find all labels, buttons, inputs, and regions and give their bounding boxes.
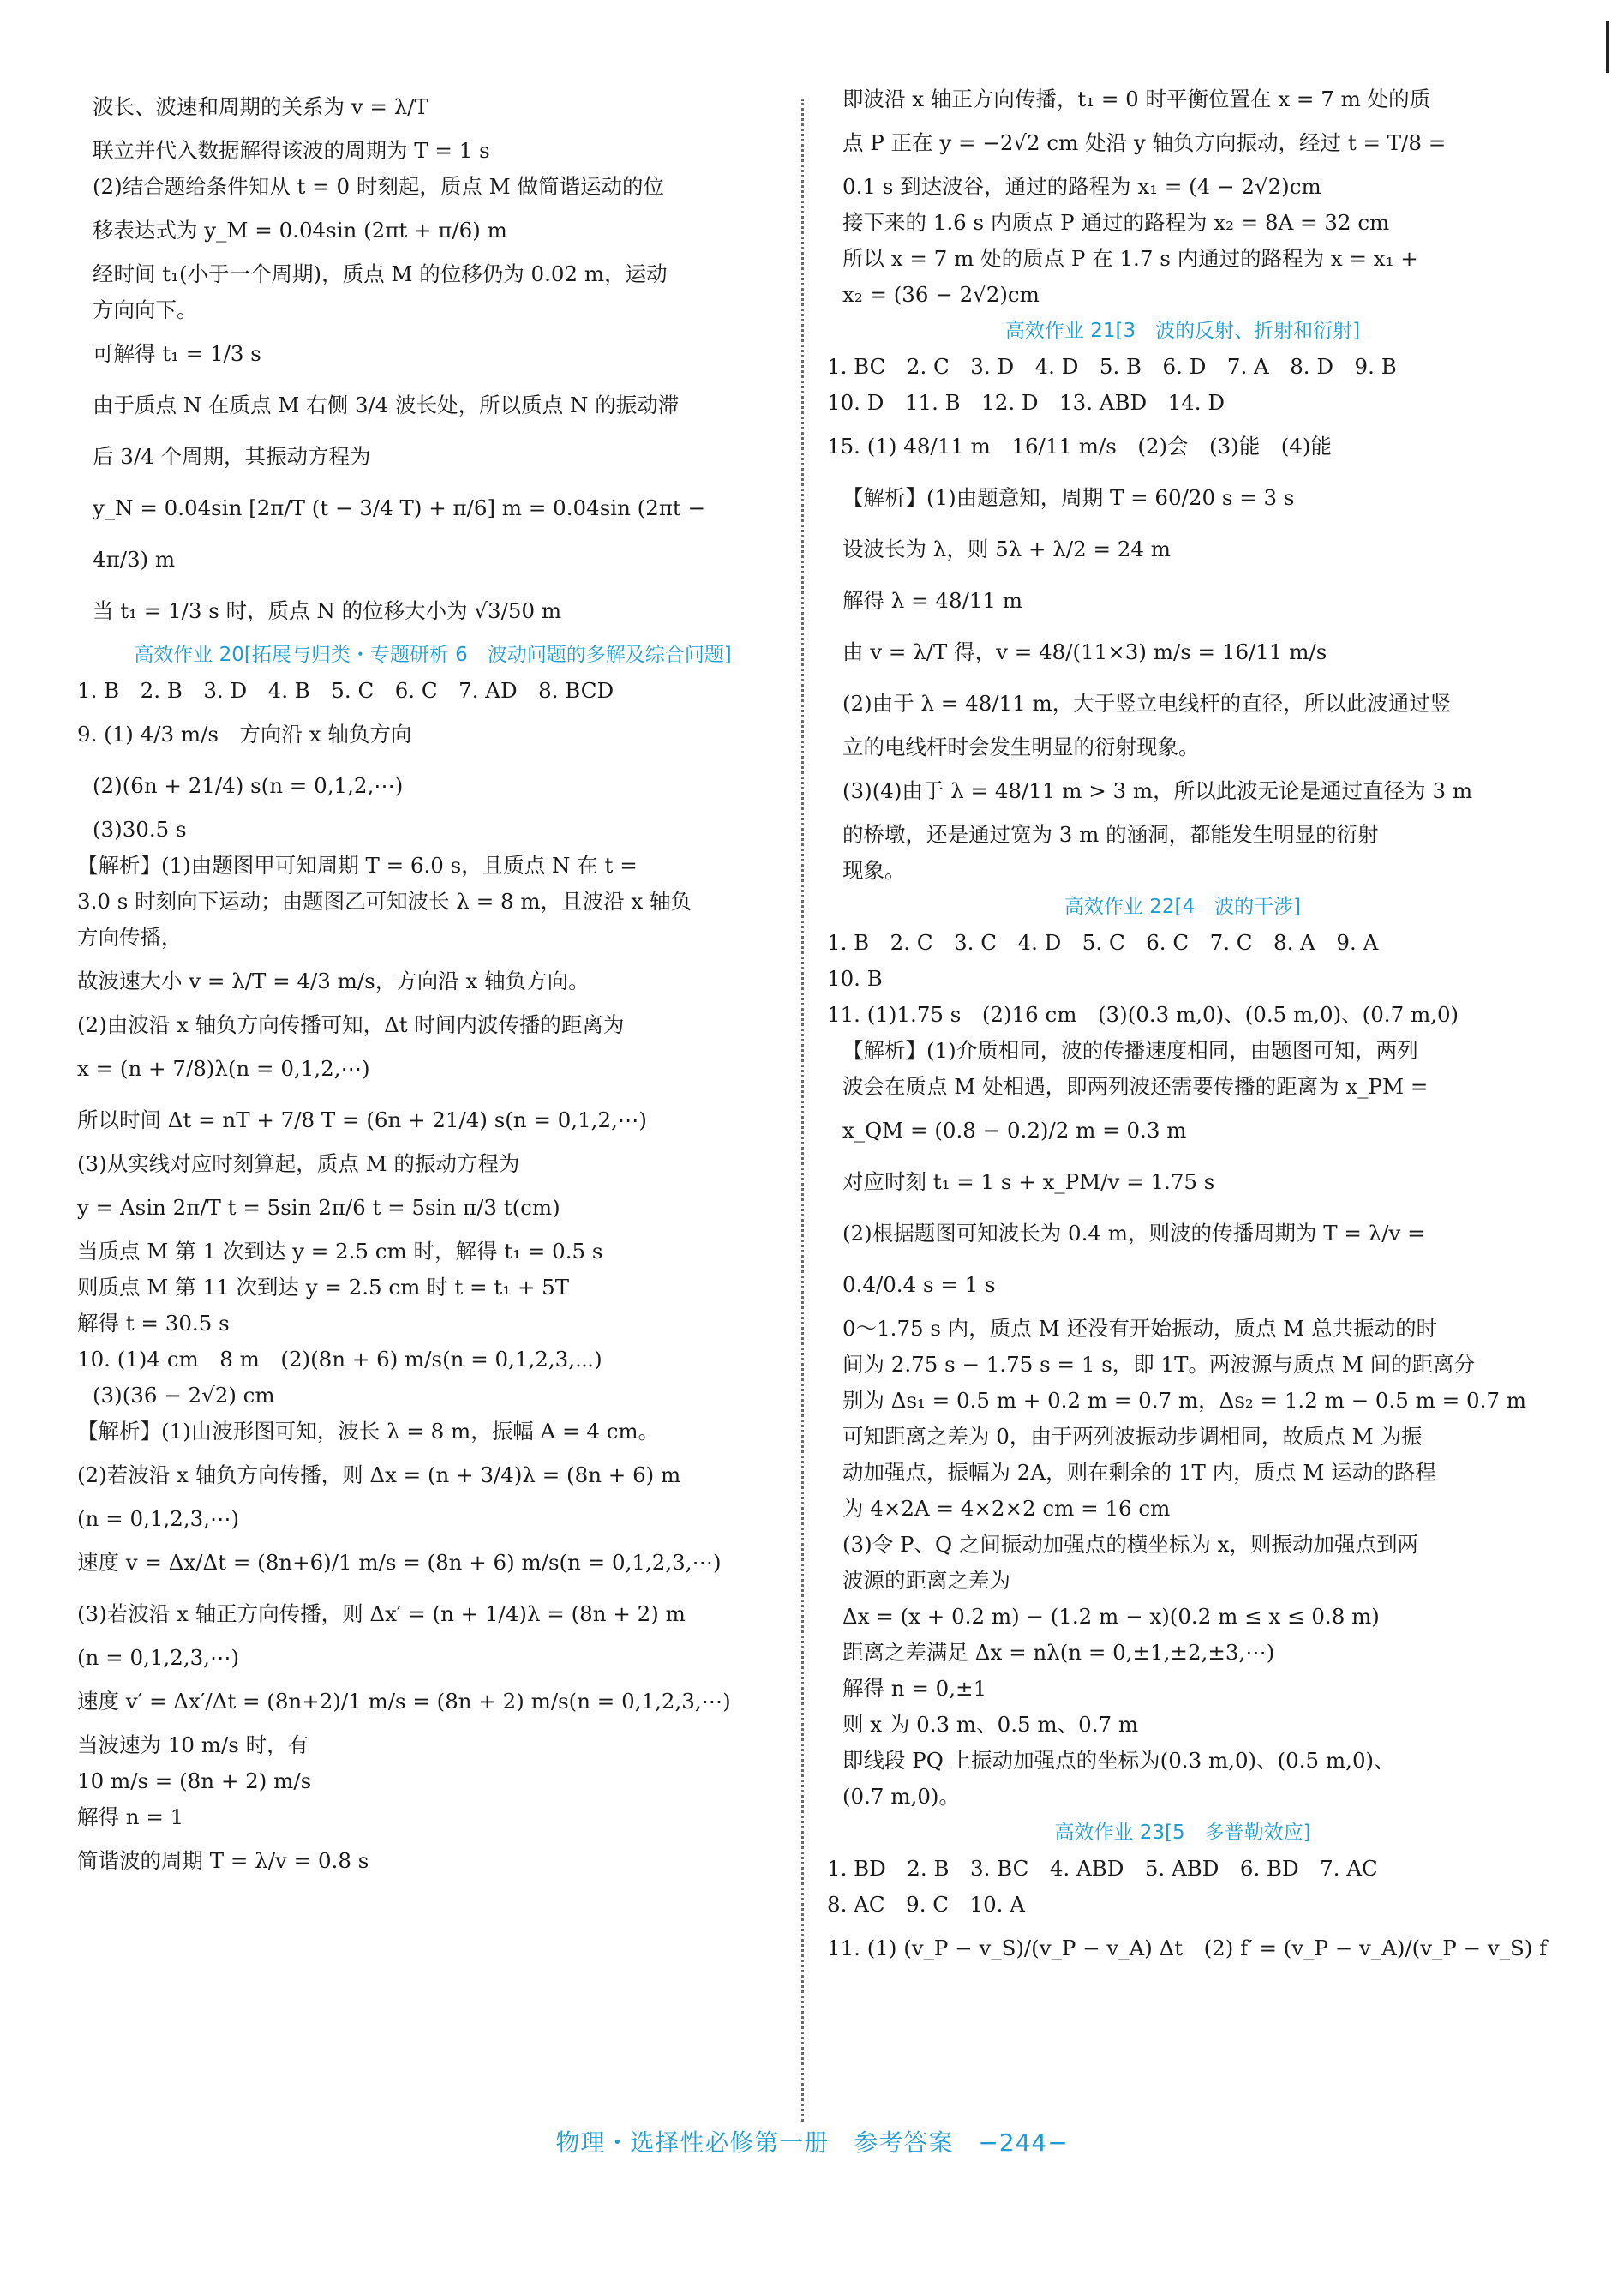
- text-line: 3.0 s 时刻向下运动；由题图乙可知波长 λ = 8 m，且波沿 x 轴负: [77, 889, 692, 914]
- answer-line: 1. BD 2. B 3. BC 4. ABD 5. ABD 6. BD 7. AC: [827, 1856, 1378, 1881]
- answer-line: 1. B 2. B 3. D 4. B 5. C 6. C 7. AD 8. BCD: [77, 678, 614, 703]
- analysis-line: 【解析】(1)由题图甲可知周期 T = 6.0 s，且质点 N 在 t =: [77, 853, 638, 878]
- text-line: 即波沿 x 轴正方向传播，t₁ = 0 时平衡位置在 x = 7 m 处的质: [842, 87, 1431, 111]
- formula-line: (2)若波沿 x 轴负方向传播，则 Δx = (n + 3/4)λ = (8n + 6) m: [77, 1462, 681, 1487]
- analysis-line: 【解析】(1)由波形图可知，波长 λ = 8 m，振幅 A = 4 cm。: [77, 1419, 660, 1444]
- text-line: 10 m/s = (8n + 2) m/s: [77, 1768, 312, 1793]
- formula-line: y_N = 0.04sin [2π/T (t − 3/4 T) + π/6] m = 0.04sin (2πt −: [93, 495, 706, 520]
- analysis-line: 【解析】(1)由题意知，周期 T = 60/20 s = 3 s: [842, 485, 1295, 510]
- answer-line: (3)30.5 s: [93, 817, 187, 842]
- formula-line: 简谐波的周期 T = λ/v = 0.8 s: [77, 1848, 369, 1873]
- answer-line: 11. (1)1.75 s (2)16 cm (3)(0.3 m,0)、(0.5 m,0)、(0.7 m,0): [827, 1002, 1459, 1027]
- text-line: 后 3/4 个周期，其振动方程为: [93, 444, 371, 469]
- text-line: 波长、波速和周期的关系为 v = λ/T: [93, 94, 428, 119]
- text-line: 联立并代入数据解得该波的周期为 T = 1 s: [93, 138, 490, 163]
- text-line: 的桥墩，还是通过宽为 3 m 的涵洞，都能发生明显的衍射: [842, 822, 1379, 847]
- right-column: [827, 81, 1548, 1974]
- answer-line: 10. B: [827, 966, 883, 991]
- text-line: 经时间 t₁(小于一个周期)，质点 M 的位移仍为 0.02 m，运动: [93, 261, 668, 286]
- formula-line: 0.4/0.4 s = 1 s: [842, 1272, 996, 1297]
- text-line: 解得 n = 1: [77, 1804, 184, 1829]
- text-line: 波会在质点 M 处相遇，即两列波还需要传播的距离为 x_PM =: [842, 1074, 1429, 1099]
- section-heading: 高效作业 20[拓展与归类・专题研析 6 波动问题的多解及综合问题]: [134, 644, 732, 666]
- answer-line: 8. AC 9. C 10. A: [827, 1892, 1025, 1917]
- text-line: (0.7 m,0)。: [842, 1784, 960, 1809]
- text-line: 由于质点 N 在质点 M 右侧 3/4 波长处，所以质点 N 的振动滞: [93, 393, 680, 417]
- answer-line: 9. (1) 4/3 m/s 方向沿 x 轴负方向: [77, 722, 412, 747]
- answer-line: (3)(36 − 2√2) cm: [93, 1383, 275, 1408]
- text-line: 可解得 t₁ = 1/3 s: [93, 341, 261, 366]
- text-line: (2)由于 λ = 48/11 m，大于竖立电线杆的直径，所以此波通过竖: [842, 691, 1452, 716]
- formula-line: 对应时刻 t₁ = 1 s + x_PM/v = 1.75 s: [842, 1169, 1215, 1194]
- left-column: [77, 81, 788, 1887]
- text-line: 可知距离之差为 0，由于两列波振动步调相同，故质点 M 为振: [842, 1424, 1423, 1449]
- text-line: 立的电线杆时会发生明显的衍射现象。: [842, 735, 1200, 759]
- text-line: Δx = (x + 0.2 m) − (1.2 m − x)(0.2 m ≤ x ≤ 0.8 m): [842, 1604, 1380, 1629]
- text-line: 动加强点，振幅为 2A，则在剩余的 1T 内，质点 M 运动的路程: [842, 1460, 1436, 1485]
- page-footer: 物理・选择性必修第一册 参考答案 −244−: [555, 2128, 1069, 2157]
- text-line: 当波速为 10 m/s 时，有: [77, 1732, 309, 1757]
- text-line: (2)由波沿 x 轴负方向传播可知，Δt 时间内波传播的距离为: [77, 1012, 625, 1037]
- analysis-line: 【解析】(1)介质相同，波的传播速度相同，由题图可知，两列: [842, 1038, 1418, 1063]
- text-line: 移表达式为 y_M = 0.04sin (2πt + π/6) m: [93, 218, 507, 243]
- text-line: 所以 x = 7 m 处的质点 P 在 1.7 s 内通过的路程为 x = x₁ +: [842, 246, 1418, 271]
- section-heading: 高效作业 23[5 多普勒效应]: [1054, 1822, 1311, 1844]
- formula-line: x = (n + 7/8)λ(n = 0,1,2,⋯): [77, 1056, 370, 1081]
- formula-line: 4π/3) m: [93, 547, 176, 572]
- formula-line: y = Asin 2π/T t = 5sin 2π/6 t = 5sin π/3 t(cm): [77, 1195, 560, 1220]
- section-heading: 高效作业 21[3 波的反射、折射和衍射]: [1004, 320, 1361, 342]
- section-heading: 高效作业 22[4 波的干涉]: [1064, 896, 1302, 918]
- answer-line: 1. B 2. C 3. C 4. D 5. C 6. C 7. C 8. A 9. A: [827, 930, 1379, 955]
- formula-line: 故波速大小 v = λ/T = 4/3 m/s，方向沿 x 轴负方向。: [77, 969, 590, 993]
- text-line: 则 x 为 0.3 m、0.5 m、0.7 m: [842, 1712, 1139, 1737]
- text-line: 当 t₁ = 1/3 s 时，质点 N 的位移大小为 √3/50 m: [93, 598, 562, 623]
- text-line: 方向传播，: [77, 925, 183, 950]
- formula-line: 所以时间 Δt = nT + 7/8 T = (6n + 21/4) s(n = 0,1,2,⋯): [77, 1107, 647, 1132]
- formula-line: 速度 v = Δx/Δt = (8n+6)/1 m/s = (8n + 6) m/s(n = 0,1,2,3,⋯): [77, 1550, 722, 1575]
- text-line: (3)(4)由于 λ = 48/11 m > 3 m，所以此波无论是通过直径为 3 m: [842, 778, 1473, 803]
- text-line: (2)根据题图可知波长为 0.4 m，则波的传播周期为 T = λ/v =: [842, 1221, 1425, 1246]
- text-line: (n = 0,1,2,3,⋯): [77, 1645, 240, 1670]
- answer-line: 15. (1) 48/11 m 16/11 m/s (2)会 (3)能 (4)能: [827, 434, 1332, 459]
- text-line: 0.1 s 到达波谷，通过的路程为 x₁ = (4 − 2√2)cm: [842, 174, 1321, 199]
- formula-line: 设波长为 λ，则 5λ + λ/2 = 24 m: [842, 537, 1171, 561]
- text-line: x₂ = (36 − 2√2)cm: [842, 282, 1040, 307]
- text-line: (3)从实线对应时刻算起，质点 M 的振动方程为: [77, 1151, 520, 1176]
- text-line: 别为 Δs₁ = 0.5 m + 0.2 m = 0.7 m，Δs₂ = 1.2 m − 0.5 m = 0.7 m: [842, 1388, 1526, 1413]
- formula-line: 由 v = λ/T 得，v = 48/(11×3) m/s = 16/11 m/s: [842, 639, 1327, 664]
- formula-line: (3)若波沿 x 轴正方向传播，则 Δx′ = (n + 1/4)λ = (8n + 2) m: [77, 1601, 686, 1626]
- answer-line: 10. (1)4 cm 8 m (2)(8n + 6) m/s(n = 0,1,2,3,⋯): [77, 1347, 602, 1372]
- text-line: 距离之差满足 Δx = nλ(n = 0,±1,±2,±3,⋯): [842, 1640, 1275, 1665]
- column-divider: [801, 99, 804, 2122]
- text-line: 波源的距离之差为: [842, 1568, 1010, 1593]
- answer-line: 11. (1) (v_P − v_S)/(v_P − v_A) Δt (2) f′ = (v_P − v_A)/(v_P − v_S) f: [827, 1936, 1548, 1960]
- formula-line: 速度 v′ = Δx′/Δt = (8n+2)/1 m/s = (8n + 2) m/s(n = 0,1,2,3,⋯): [77, 1689, 731, 1714]
- text-line: 即线段 PQ 上振动加强点的坐标为(0.3 m,0)、(0.5 m,0)、: [842, 1748, 1395, 1773]
- text-line: 间为 2.75 s − 1.75 s = 1 s，即 1T。两波源与质点 M 间的距离分: [842, 1352, 1476, 1377]
- text-line: 解得 n = 0,±1: [842, 1676, 987, 1701]
- text-line: 为 4×2A = 4×2×2 cm = 16 cm: [842, 1496, 1171, 1521]
- text-line: (3)令 P、Q 之间振动加强点的横坐标为 x，则振动加强点到两: [842, 1532, 1418, 1557]
- text-line: (2)结合题给条件知从 t = 0 时刻起，质点 M 做简谐运动的位: [93, 174, 664, 199]
- formula-line: 解得 λ = 48/11 m: [842, 588, 1023, 613]
- text-line: 解得 t = 30.5 s: [77, 1311, 230, 1336]
- text-line: (n = 0,1,2,3,⋯): [77, 1506, 240, 1531]
- text-line: 现象。: [842, 858, 906, 883]
- answer-line: 10. D 11. B 12. D 13. ABD 14. D: [827, 390, 1225, 415]
- answer-line: 1. BC 2. C 3. D 4. D 5. B 6. D 7. A 8. D 9. B: [827, 354, 1397, 379]
- text-line: 接下来的 1.6 s 内质点 P 通过的路程为 x₂ = 8A = 32 cm: [842, 210, 1390, 235]
- answer-line: (2)(6n + 21/4) s(n = 0,1,2,⋯): [93, 773, 404, 798]
- formula-line: x_QM = (0.8 − 0.2)/2 m = 0.3 m: [842, 1118, 1187, 1143]
- text-line: 则质点 M 第 11 次到达 y = 2.5 cm 时 t = t₁ + 5T: [77, 1275, 570, 1300]
- text-line: 当质点 M 第 1 次到达 y = 2.5 cm 时，解得 t₁ = 0.5 s: [77, 1239, 603, 1264]
- page-edge-mark: [1606, 21, 1609, 73]
- text-line: 0～1.75 s 内，质点 M 还没有开始振动，质点 M 总共振动的时: [842, 1316, 1438, 1341]
- text-line: 点 P 正在 y = −2√2 cm 处沿 y 轴负方向振动，经过 t = T/8 =: [842, 130, 1447, 155]
- text-line: 方向向下。: [93, 297, 198, 322]
